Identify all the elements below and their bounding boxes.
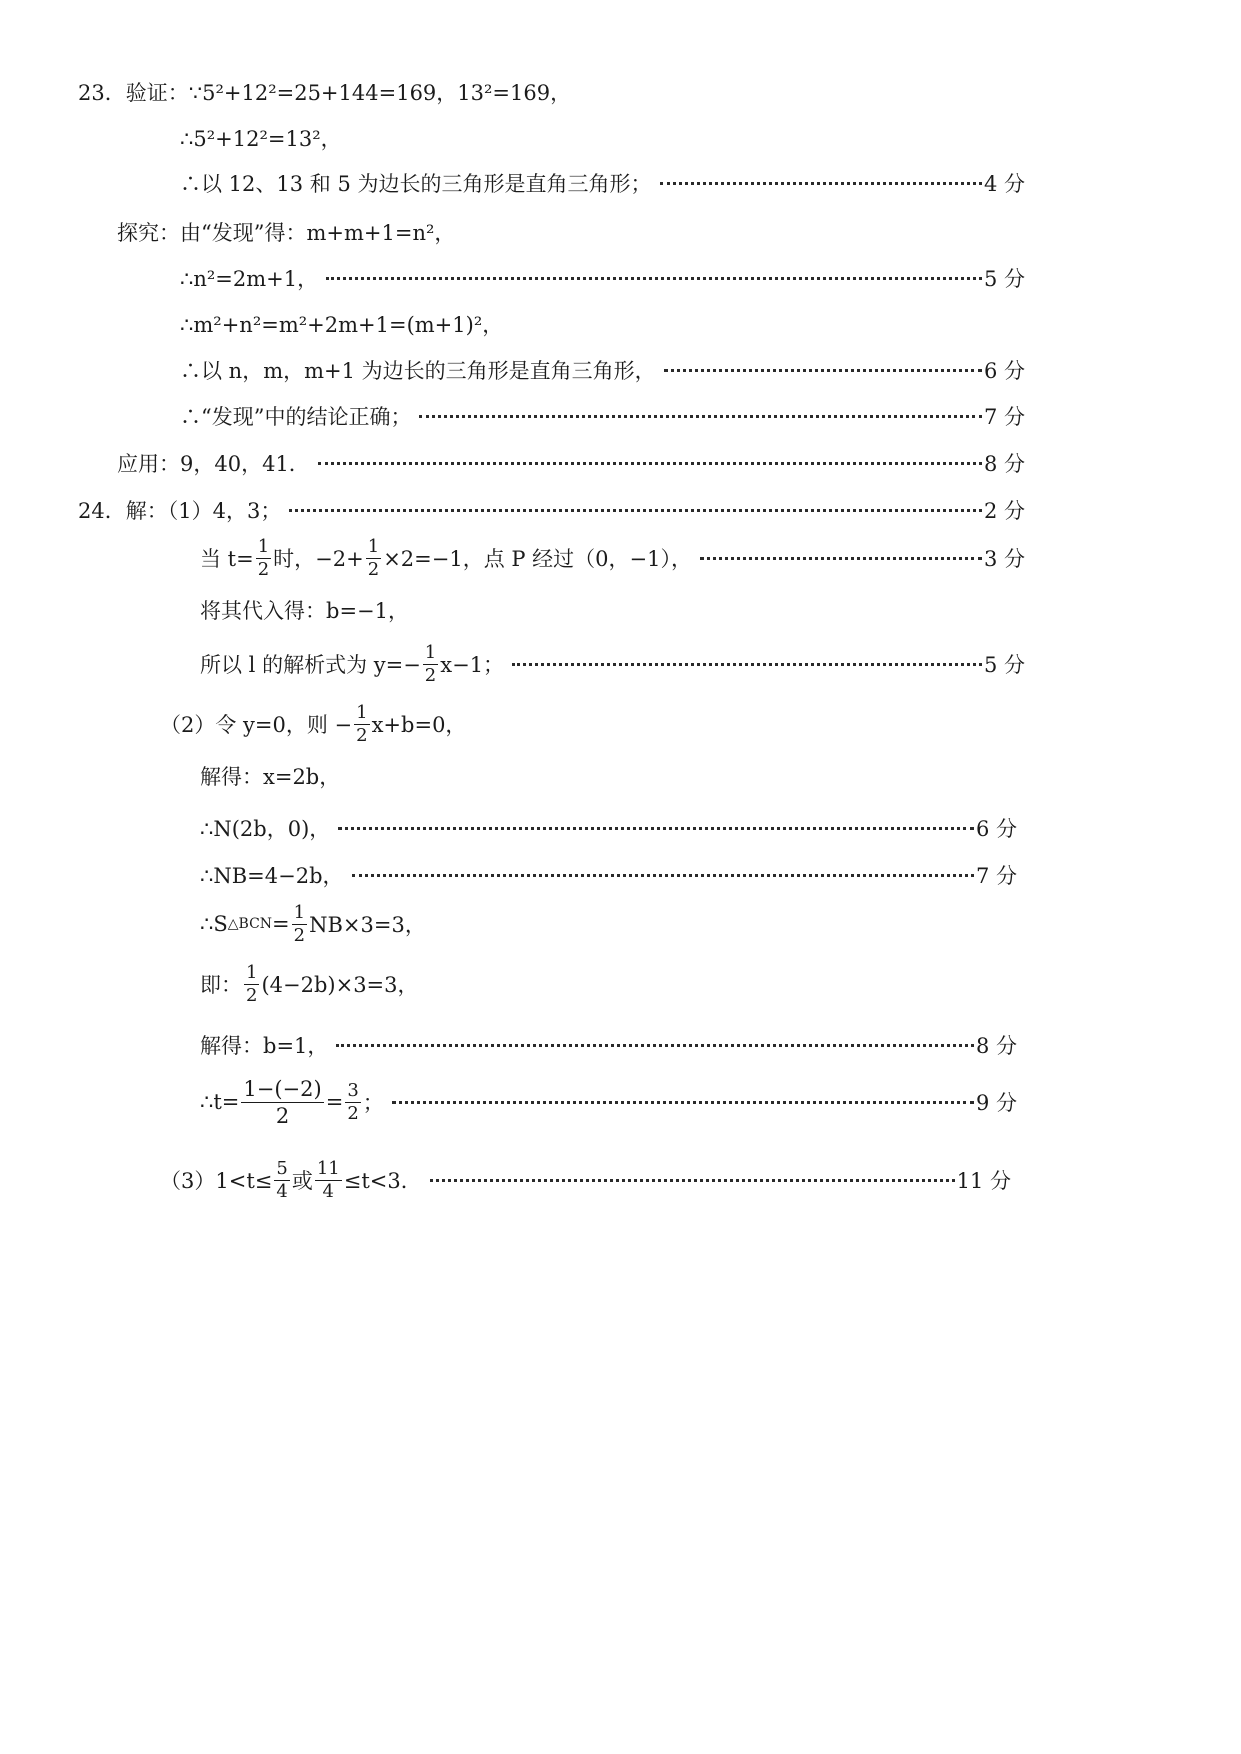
- dotted-leader: [430, 1179, 955, 1182]
- fraction-half: [244, 962, 259, 1007]
- q24-part1-line-1: [78, 490, 1025, 530]
- q24-part1-text-2-post: ×2=−1，点 P 经过（0，−1），: [383, 547, 692, 571]
- dotted-leader: [326, 277, 982, 280]
- fraction-t: [241, 1076, 323, 1129]
- q24-score-11: 11 分: [956, 1169, 1011, 1193]
- fraction-denominator: 2: [347, 1102, 359, 1124]
- q23-score-6: 6 分: [983, 359, 1025, 383]
- fraction-half: [354, 702, 369, 747]
- q24-part3-text-post: ≤t<3．: [343, 1169, 422, 1193]
- dotted-leader: [318, 462, 982, 465]
- fraction-denominator: 2: [424, 664, 437, 686]
- fraction-numerator: 1: [246, 961, 258, 983]
- fraction-denominator: 4: [276, 1180, 288, 1202]
- fraction-half: [423, 642, 438, 687]
- q23-explore-text-1: 由“发现”得：m+m+1=n²，: [180, 221, 456, 245]
- q23-score-8: 8 分: [983, 452, 1025, 476]
- fraction-eleven-quarters: [315, 1158, 342, 1203]
- fraction-three-halves: [345, 1080, 360, 1125]
- q24-part3-text-mid: 或: [291, 1169, 313, 1193]
- fraction-denominator: 2: [293, 924, 306, 946]
- fraction-half: [366, 536, 381, 581]
- fraction-denominator: 2: [257, 558, 270, 580]
- q24-part1-text-4-post: x−1；: [440, 653, 505, 677]
- q24-part1-text-3: 将其代入得：b=−1，: [200, 599, 409, 623]
- q23-explore-line-1: [117, 212, 455, 252]
- fraction-denominator: 2: [356, 724, 368, 746]
- fraction-half: [292, 902, 307, 947]
- q23-verify-line-1: [78, 72, 571, 112]
- q24-part2-text-8-post: ；: [362, 1091, 384, 1115]
- dotted-leader: [352, 874, 974, 877]
- dotted-leader: [660, 182, 982, 185]
- q24-part2-text-4: ∴NB=4−2b，: [200, 864, 344, 888]
- fraction-numerator: 3: [347, 1079, 359, 1101]
- dotted-leader: [664, 369, 982, 372]
- q24-part2-line-1: [160, 696, 466, 752]
- q24-part2-text-6-pre: 即：: [200, 973, 242, 997]
- q24-part2-text-8-mid: =: [325, 1090, 344, 1114]
- q23-score-4: 4 分: [983, 172, 1025, 196]
- triangle-subscript: △BCN: [227, 916, 273, 932]
- q24-part2-text-8-pre: ∴t=: [200, 1090, 240, 1114]
- q24-part2-text-7: 解得：b=1，: [200, 1034, 329, 1058]
- fraction-denominator: 4: [322, 1180, 334, 1202]
- q23-explore-line-5: [180, 396, 1025, 436]
- fraction-numerator: 11: [316, 1157, 340, 1179]
- q24-part1-text-1: 解：（1）4，3；: [125, 499, 282, 523]
- q23-explore-line-2: [180, 258, 1025, 298]
- fraction-five-quarters: [274, 1158, 289, 1203]
- q24-score-3: 3 分: [983, 547, 1025, 571]
- q24-part1-line-3: [200, 590, 409, 630]
- fraction-numerator: 1−(−2): [243, 1076, 322, 1101]
- q24-number: 24．: [78, 499, 126, 523]
- q24-part2-text-1-pre: （2）令 y=0，则 −: [160, 713, 353, 737]
- q24-part2-text-1-post: x+b=0，: [371, 713, 467, 737]
- q24-part2-text-5-pre: ∴S: [200, 912, 228, 936]
- q24-part2-text-2: 解得：x=2b，: [200, 765, 341, 789]
- fraction-denominator: 2: [275, 1103, 290, 1128]
- q23-explore-text-3: ∴m²+n²=m²+2m+1=(m+1)²，: [180, 313, 504, 337]
- q24-score-2: 2 分: [983, 499, 1025, 523]
- dotted-leader: [336, 1044, 974, 1047]
- q23-explore-line-4: [180, 350, 1025, 390]
- q24-score-5: 5 分: [983, 653, 1025, 677]
- q23-explore-label: 探究：: [117, 221, 180, 245]
- q23-apply-line: [117, 443, 1025, 483]
- q24-part2-line-6: [200, 956, 419, 1012]
- q24-part2-line-2: [200, 756, 340, 796]
- fraction-numerator: 1: [424, 641, 437, 663]
- fraction-denominator: 2: [246, 984, 258, 1006]
- q23-verify-text-3: ∴以 12、13 和 5 为边长的三角形是直角三角形；: [180, 172, 652, 196]
- q23-number: 23．: [78, 81, 126, 105]
- q23-verify-text-1: ∵5²+12²=25+144=169，13²=169，: [188, 81, 572, 105]
- q23-verify-text-2: ∴5²+12²=13²，: [180, 127, 342, 151]
- q24-part2-line-8: [200, 1070, 1017, 1134]
- fraction-numerator: 1: [293, 901, 306, 923]
- q24-score-7: 7 分: [975, 864, 1017, 888]
- q24-part2-line-5: [200, 896, 426, 952]
- q24-part1-line-2: [200, 530, 1025, 586]
- fraction-numerator: 1: [257, 535, 270, 557]
- q24-part2-text-6-post: (4−2b)×3=3，: [261, 973, 419, 997]
- q23-verify-line-3: [180, 163, 1025, 203]
- q24-part1-text-4-pre: 所以 l 的解析式为 y=−: [200, 653, 421, 677]
- fraction-numerator: 1: [356, 701, 368, 723]
- q23-apply-text: 应用：9，40，41．: [117, 452, 310, 476]
- q24-part2-line-7: [200, 1025, 1017, 1065]
- dotted-leader: [512, 663, 982, 666]
- fraction-denominator: 2: [367, 558, 380, 580]
- q24-part3-line: [160, 1150, 1011, 1210]
- q24-part1-text-2-mid: 时，−2+: [273, 547, 364, 571]
- q24-score-6: 6 分: [975, 817, 1017, 841]
- fraction-numerator: 1: [367, 535, 380, 557]
- fraction-half: [256, 536, 271, 581]
- dotted-leader: [289, 509, 982, 512]
- q23-explore-text-2: ∴n²=2m+1，: [180, 267, 319, 291]
- q23-verify-label: 验证：: [125, 81, 189, 105]
- q24-part3-text-pre: （3）1<t≤: [160, 1169, 273, 1193]
- q23-score-5: 5 分: [983, 267, 1025, 291]
- q23-score-7: 7 分: [983, 405, 1025, 429]
- dotted-leader: [419, 415, 981, 418]
- q24-part2-text-5-post: NB×3=3，: [309, 913, 426, 937]
- q23-explore-text-4: ∴以 n，m，m+1 为边长的三角形是直角三角形，: [180, 359, 656, 383]
- dotted-leader: [700, 557, 982, 560]
- dotted-leader: [338, 827, 974, 830]
- q24-part2-text-5-mid: =: [272, 912, 290, 936]
- q23-verify-line-2: [180, 118, 342, 158]
- q24-score-8: 8 分: [975, 1034, 1017, 1058]
- q24-part2-text-3: ∴N(2b，0)，: [200, 817, 331, 841]
- q24-part1-line-4: [200, 636, 1025, 692]
- q23-explore-text-5: ∴“发现”中的结论正确；: [180, 405, 412, 429]
- q24-part2-line-3: [200, 808, 1017, 848]
- q24-score-9: 9 分: [975, 1091, 1017, 1115]
- q24-part2-line-4: [200, 855, 1017, 895]
- fraction-numerator: 5: [276, 1157, 288, 1179]
- dotted-leader: [392, 1101, 974, 1104]
- q24-part1-text-2-pre: 当 t=: [200, 547, 254, 571]
- q23-explore-line-3: [180, 304, 503, 344]
